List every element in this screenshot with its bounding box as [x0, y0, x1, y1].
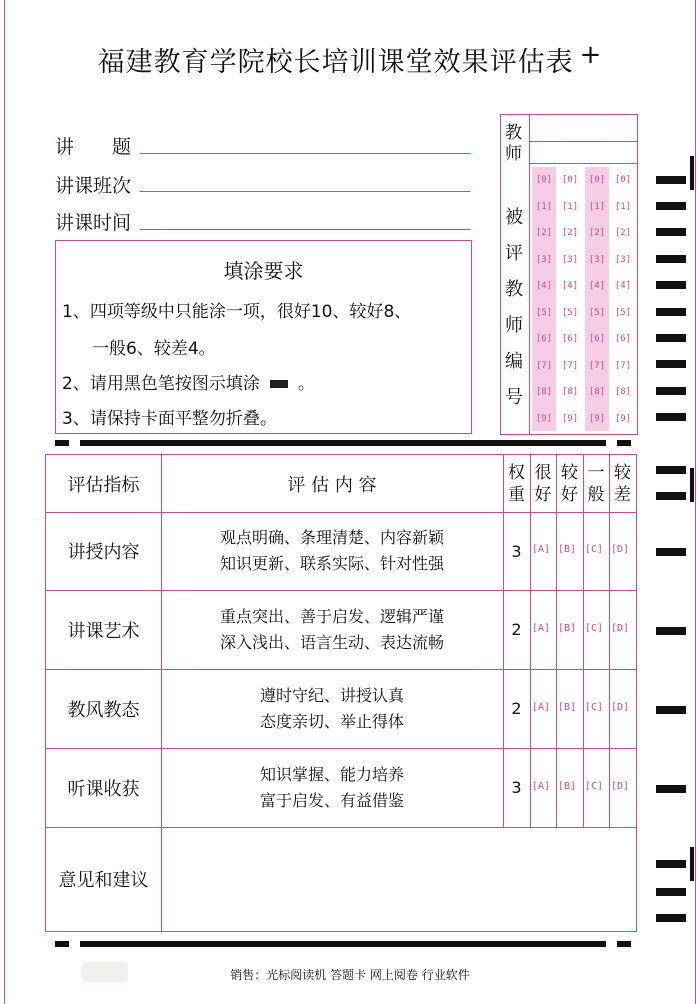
- grade-option-bubble[interactable]: [C]: [585, 702, 604, 713]
- field-line-topic[interactable]: [140, 153, 470, 154]
- grade-option-bubble[interactable]: [A]: [532, 623, 551, 634]
- teacher-code-digit-bubble[interactable]: [7]: [588, 360, 606, 371]
- timing-mark: [656, 492, 686, 500]
- side-label-6: 号: [505, 387, 523, 408]
- weight-3: 2: [511, 699, 522, 718]
- content-4: [161, 748, 503, 827]
- grade-c-bottom: 般: [587, 484, 605, 505]
- indicator-4: 听课收获: [67, 778, 140, 800]
- grade-option-bubble[interactable]: [C]: [585, 544, 604, 555]
- teacher-code-row-line-2: [530, 163, 637, 164]
- weight-2: 2: [511, 620, 522, 639]
- teacher-code-digit-bubble[interactable]: [0]: [588, 175, 606, 185]
- side-label-3: 教: [505, 279, 523, 300]
- teacher-code-digit-bubble[interactable]: [1]: [614, 201, 632, 212]
- teacher-code-digit-bubble[interactable]: [6]: [614, 334, 632, 344]
- header-grade-average: [583, 455, 609, 512]
- grade-option-bubble[interactable]: [B]: [558, 623, 577, 634]
- header-weight-top: 权: [508, 462, 525, 483]
- requirement-line-2: [62, 369, 315, 394]
- teacher-code-digit-bubble[interactable]: [3]: [614, 254, 632, 265]
- teacher-code-row-line-1: [530, 141, 637, 142]
- teacher-code-digit-bubble[interactable]: [7]: [561, 360, 579, 371]
- requirement-line-2-end: 。: [297, 374, 315, 394]
- timing-mark: [656, 360, 686, 368]
- page-frame-left: [4, 0, 5, 1004]
- requirements-title: 填涂要求: [223, 259, 304, 283]
- timing-mark: [656, 176, 686, 184]
- header-content: 评 估 内 容: [287, 474, 377, 496]
- grade-d-top: 较: [614, 462, 631, 483]
- requirement-line-2-text: 2、请用黑色笔按图示填涂: [62, 374, 260, 394]
- content-2-line-2: 深入浅出、语言生动、表达流畅: [219, 632, 444, 652]
- content-2-line-1: 重点突出、善于启发、逻辑严谨: [219, 606, 444, 626]
- grade-d-bottom: 差: [614, 484, 631, 505]
- weight-1: 3: [511, 541, 522, 561]
- edge-mark-bottom: [690, 847, 694, 881]
- grade-option-bubble[interactable]: [B]: [558, 544, 577, 555]
- teacher-code-digit-bubble[interactable]: [4]: [614, 281, 632, 291]
- requirement-line-1-cont: 一般6、较差4。: [92, 339, 216, 359]
- grade-option-bubble[interactable]: [A]: [532, 702, 551, 713]
- teacher-code-digit-bubble[interactable]: [2]: [561, 228, 579, 238]
- side-label-5: 编: [505, 351, 523, 372]
- grade-option-bubble[interactable]: [C]: [585, 623, 604, 634]
- side-label-2: 评: [505, 243, 523, 264]
- indicator-1: 讲授内容: [67, 542, 140, 563]
- page-frame-right: [695, 0, 696, 1004]
- timing-mark: [656, 413, 686, 421]
- content-4-line-1: 知识掌握、能力培养: [259, 764, 404, 784]
- form-title-text: 福建教育学院校长培训课堂效果评估表: [97, 47, 574, 78]
- timing-mark: [656, 228, 686, 236]
- teacher-code-digit-bubble[interactable]: [7]: [535, 360, 553, 371]
- grade-b-top: 较: [561, 462, 578, 483]
- timing-mark: [656, 548, 686, 556]
- timing-mark: [656, 627, 686, 635]
- content-4-line-2: 富于启发、有益借鉴: [259, 790, 404, 810]
- header-weight-bottom: 重: [508, 484, 525, 505]
- teacher-code-digit-bubble[interactable]: [1]: [588, 201, 606, 212]
- field-line-time[interactable]: [140, 229, 470, 230]
- timing-mark: [656, 888, 686, 896]
- teacher-code-digit-bubble[interactable]: [9]: [535, 413, 553, 424]
- teacher-code-digit-bubble[interactable]: [1]: [535, 201, 553, 212]
- grade-option-bubble[interactable]: [C]: [585, 781, 604, 792]
- evaluation-table: [45, 454, 637, 932]
- separator-tick-left: [55, 440, 69, 446]
- teacher-code-digit-bubble[interactable]: [0]: [614, 175, 632, 185]
- registration-plus-mark: +: [579, 40, 603, 70]
- content-3-line-1: 遵时守纪、讲授认真: [259, 685, 404, 705]
- field-line-class[interactable]: [140, 191, 470, 192]
- teacher-code-digit-bubble[interactable]: [6]: [588, 334, 606, 344]
- teacher-code-digit-bubble[interactable]: [3]: [561, 254, 579, 265]
- content-3: [161, 669, 503, 748]
- teacher-code-digit-bubble[interactable]: [5]: [561, 307, 579, 318]
- separator-tick-right: [617, 440, 631, 446]
- grade-option-bubble[interactable]: [A]: [532, 781, 551, 792]
- weight-4: 3: [511, 778, 522, 797]
- grade-option-bubble[interactable]: [D]: [611, 623, 630, 634]
- teacher-code-digit-bubble[interactable]: [2]: [614, 228, 632, 238]
- teacher-code-digit-bubble[interactable]: [5]: [614, 307, 632, 318]
- timing-mark: [656, 466, 686, 474]
- requirement-line-1: 1、四项等级中只能涂一项，很好10、较好8、: [62, 302, 412, 322]
- field-label-time: 讲课时间: [55, 212, 132, 234]
- header-grade-very-good: [530, 455, 556, 512]
- header-grade-poor: [609, 455, 636, 512]
- timing-mark: [656, 914, 686, 922]
- indicator-2: 讲课艺术: [67, 620, 140, 642]
- grade-option-bubble[interactable]: [B]: [558, 781, 577, 792]
- grade-option-bubble[interactable]: [D]: [611, 702, 630, 713]
- teacher-code-digit-bubble[interactable]: [5]: [588, 307, 606, 318]
- teacher-code-digit-bubble[interactable]: [8]: [535, 387, 553, 397]
- teacher-code-digit-bubble[interactable]: [7]: [614, 360, 632, 371]
- header-weight: [503, 455, 530, 512]
- teacher-code-digit-bubble[interactable]: [0]: [535, 175, 553, 185]
- form-title: [0, 40, 700, 79]
- content-3-line-2: 态度亲切、举止得体: [259, 711, 404, 731]
- comments-area[interactable]: [162, 828, 634, 929]
- bottom-tick-right: [617, 941, 631, 947]
- grade-option-bubble[interactable]: [A]: [532, 544, 551, 555]
- bottom-tick-left: [55, 941, 69, 947]
- timing-mark: [656, 308, 686, 316]
- side-label-4: 师: [505, 315, 523, 336]
- timing-mark: [656, 860, 686, 868]
- sample-filled-mark-icon: [270, 380, 288, 388]
- teacher-code-digit-bubble[interactable]: [8]: [561, 387, 579, 397]
- teacher-code-digit-bubble[interactable]: [9]: [614, 413, 632, 424]
- teacher-code-digit-bubble[interactable]: [6]: [535, 334, 553, 344]
- field-label-class: 讲课班次: [55, 175, 132, 197]
- teacher-code-digit-bubble[interactable]: [1]: [561, 201, 579, 212]
- teacher-code-digit-bubble[interactable]: [2]: [535, 228, 553, 238]
- teacher-code-digit-bubble[interactable]: [8]: [614, 387, 632, 397]
- separator-bar-bottom: [80, 941, 606, 947]
- filling-requirements-box: [55, 240, 472, 434]
- teacher-code-digit-bubble[interactable]: [9]: [561, 413, 579, 424]
- requirement-line-3: 3、请保持卡面平整勿折叠。: [62, 409, 277, 429]
- header-indicator: 评估指标: [67, 474, 140, 496]
- teacher-code-digit-bubble[interactable]: [3]: [535, 254, 553, 265]
- edge-mark-top: [690, 156, 694, 190]
- footer-sales-text: 销售：光标阅读机 答题卡 网上阅卷 行业软件: [230, 968, 470, 982]
- timing-mark: [656, 255, 686, 263]
- teacher-code-header-top: 教: [505, 123, 522, 143]
- grade-option-bubble[interactable]: [D]: [611, 781, 630, 792]
- content-1: [161, 512, 503, 590]
- grade-option-bubble[interactable]: [D]: [611, 544, 630, 555]
- timing-mark: [656, 785, 686, 793]
- timing-mark: [656, 706, 686, 714]
- grade-option-bubble[interactable]: [B]: [558, 702, 577, 713]
- content-1-line-1: 观点明确、条理清楚、内容新颖: [219, 528, 444, 547]
- side-label-1: 被: [505, 207, 523, 228]
- teacher-code-digit-bubble[interactable]: [0]: [561, 175, 579, 185]
- timing-mark: [656, 202, 686, 210]
- teacher-code-grid: [500, 114, 638, 435]
- teacher-code-digit-bubble[interactable]: [6]: [561, 334, 579, 344]
- edge-mark-middle: [690, 468, 694, 502]
- teacher-code-header-bottom: 师: [505, 144, 522, 164]
- teacher-code-digit-bubble[interactable]: [2]: [588, 228, 606, 238]
- content-2: [161, 590, 503, 669]
- teacher-code-digit-bubble[interactable]: [4]: [588, 281, 606, 291]
- indicator-3: 教风教态: [67, 699, 140, 721]
- teacher-code-digit-bubble[interactable]: [5]: [535, 307, 553, 318]
- grade-b-bottom: 好: [561, 484, 578, 505]
- separator-bar-top: [80, 440, 606, 446]
- timing-mark: [656, 387, 686, 395]
- grade-a-top: 很: [534, 462, 552, 483]
- teacher-code-digit-bubble[interactable]: [4]: [535, 281, 553, 291]
- teacher-code-digit-bubble[interactable]: [8]: [588, 387, 606, 397]
- grade-a-bottom: 好: [534, 484, 552, 505]
- teacher-code-digit-bubble[interactable]: [3]: [588, 254, 606, 265]
- timing-mark: [656, 281, 686, 289]
- content-1-line-2: 知识更新、联系实际、针对性强: [219, 554, 444, 573]
- grade-c-top: 一: [587, 462, 605, 483]
- teacher-code-digit-bubble[interactable]: [9]: [588, 413, 606, 424]
- header-grade-good: [556, 455, 583, 512]
- field-label-topic: 讲 题: [55, 136, 132, 158]
- teacher-code-digit-bubble[interactable]: [4]: [561, 281, 579, 291]
- comments-label: 意见和建议: [58, 870, 149, 891]
- timing-mark: [656, 334, 686, 342]
